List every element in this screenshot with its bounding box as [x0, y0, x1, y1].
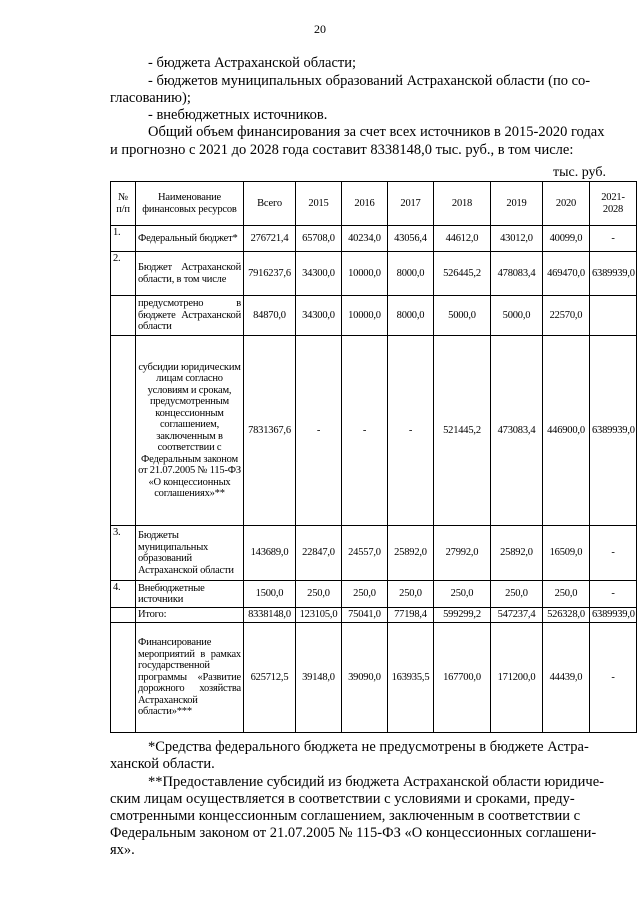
row-name: Бюджет Астраханской области, в том числе	[136, 252, 244, 296]
footnote-line: *Средства федерального бюджета не предусмотрены в бюджете Астра-	[148, 739, 589, 755]
footnote-line: смотренными концессионным соглашением, заключенным в соответствии с	[110, 808, 581, 824]
header-cell: 2016	[342, 182, 388, 226]
row-number: 2.	[111, 252, 136, 296]
header-cell: 2019	[491, 182, 543, 226]
value-cell: 44439,0	[543, 623, 590, 733]
footnote-line: **Предоставление субсидий из бюджета Астраханской области юридиче-	[148, 774, 604, 790]
value-cell: 39090,0	[342, 623, 388, 733]
value-cell: 8338148,0	[244, 608, 296, 623]
value-cell: 10000,0	[342, 252, 388, 296]
footnote-line: Федеральным законом от 21.07.2005 № 115-ФЗ «О концессионных соглашени-	[110, 825, 597, 841]
value-cell: 6389939,0	[590, 608, 637, 623]
header-cell: 2015	[296, 182, 342, 226]
value-cell: 65708,0	[296, 226, 342, 252]
value-cell: 40099,0	[543, 226, 590, 252]
value-cell: 27992,0	[434, 526, 491, 581]
header-cell: 2021-2028	[590, 182, 637, 226]
value-cell: 6389939,0	[590, 252, 637, 296]
value-cell: 171200,0	[491, 623, 543, 733]
row-name: Федеральный бюджет*	[136, 226, 244, 252]
value-cell: 5000,0	[434, 296, 491, 336]
value-cell: 521445,2	[434, 336, 491, 526]
table-row	[111, 526, 637, 581]
value-cell: 5000,0	[491, 296, 543, 336]
value-cell: 44612,0	[434, 226, 491, 252]
value-cell: -	[590, 581, 637, 608]
footnote-line: ским лицам осуществляется в соответствии с условиями и сроками, преду-	[110, 791, 575, 807]
units-label: тыс. руб.	[553, 165, 606, 180]
row-number	[111, 296, 136, 336]
value-cell: -	[342, 336, 388, 526]
row-name: Финансирование мероприятий в рамках государственной программы «Развитие дорожного хозяйства Астраханской области»***	[136, 623, 244, 733]
value-cell: 526445,2	[434, 252, 491, 296]
value-cell: 7831367,6	[244, 336, 296, 526]
value-cell: 8000,0	[388, 252, 434, 296]
value-cell: 276721,4	[244, 226, 296, 252]
value-cell: 599299,2	[434, 608, 491, 623]
value-cell: 469470,0	[543, 252, 590, 296]
value-cell: 250,0	[543, 581, 590, 608]
value-cell: 473083,4	[491, 336, 543, 526]
header-cell: Всего	[244, 182, 296, 226]
header-cell: 2020	[543, 182, 590, 226]
row-name: предусмотрено в бюджете Астраханской области	[136, 296, 244, 336]
value-cell: 167700,0	[434, 623, 491, 733]
value-cell: 40234,0	[342, 226, 388, 252]
row-number	[111, 623, 136, 733]
value-cell: 250,0	[388, 581, 434, 608]
value-cell: -	[590, 526, 637, 581]
table-row	[111, 226, 637, 252]
table-row	[111, 252, 637, 296]
value-cell: 84870,0	[244, 296, 296, 336]
header-cell: № п/п	[111, 182, 136, 226]
value-cell: 250,0	[434, 581, 491, 608]
row-number	[111, 336, 136, 526]
table-header-row	[111, 182, 637, 226]
value-cell: 34300,0	[296, 252, 342, 296]
table-row	[111, 623, 637, 733]
header-cell: 2017	[388, 182, 434, 226]
row-name: Бюджеты муниципальных образований Астраханской области	[136, 526, 244, 581]
header-cell: Наименование финансовых ресурсов	[136, 182, 244, 226]
value-cell: 1500,0	[244, 581, 296, 608]
value-cell: -	[590, 623, 637, 733]
table-row	[111, 296, 637, 336]
value-cell: 10000,0	[342, 296, 388, 336]
intro-line: гласованию);	[110, 90, 191, 106]
value-cell	[590, 296, 637, 336]
value-cell: 625712,5	[244, 623, 296, 733]
row-name: субсидии юридическим лицам согласно условиям и срокам, предусмотренным концессионным соглашением, заключенным в соответствии с Федеральным законом от 21.07.2005 № 115-ФЗ «О концессионных соглашениях»**	[136, 336, 244, 526]
footnote-line: ях».	[110, 842, 135, 858]
value-cell: 250,0	[342, 581, 388, 608]
value-cell: 25892,0	[491, 526, 543, 581]
value-cell: 250,0	[296, 581, 342, 608]
header-cell: 2018	[434, 182, 491, 226]
row-number: 4.	[111, 581, 136, 608]
value-cell: 34300,0	[296, 296, 342, 336]
value-cell: 6389939,0	[590, 336, 637, 526]
footnote-2	[110, 774, 612, 859]
value-cell: 25892,0	[388, 526, 434, 581]
value-cell: 39148,0	[296, 623, 342, 733]
value-cell: 22847,0	[296, 526, 342, 581]
financing-table	[110, 181, 637, 733]
footnote-line: ханской области.	[110, 756, 215, 772]
value-cell: 123105,0	[296, 608, 342, 623]
value-cell: 77198,4	[388, 608, 434, 623]
row-number: 3.	[111, 526, 136, 581]
value-cell: 547237,4	[491, 608, 543, 623]
value-cell: 526328,0	[543, 608, 590, 623]
value-cell: 24557,0	[342, 526, 388, 581]
table-row	[111, 581, 637, 608]
value-cell: 8000,0	[388, 296, 434, 336]
intro-line: - бюджета Астраханской области;	[148, 55, 357, 71]
value-cell: 446900,0	[543, 336, 590, 526]
footnote-1	[110, 739, 612, 773]
intro-line: - внебюджетных источников.	[148, 107, 328, 123]
value-cell: 7916237,6	[244, 252, 296, 296]
value-cell: -	[388, 336, 434, 526]
value-cell: 250,0	[491, 581, 543, 608]
table-total-row	[111, 608, 637, 623]
value-cell: 75041,0	[342, 608, 388, 623]
row-number	[111, 608, 136, 623]
row-name: Внебюджетные источники	[136, 581, 244, 608]
value-cell: 478083,4	[491, 252, 543, 296]
value-cell: 43056,4	[388, 226, 434, 252]
value-cell: 163935,5	[388, 623, 434, 733]
intro-line: - бюджетов муниципальных образований Астраханской области (по со-	[148, 73, 591, 89]
value-cell: 16509,0	[543, 526, 590, 581]
value-cell: 43012,0	[491, 226, 543, 252]
intro-line: Общий объем финансирования за счет всех источников в 2015-2020 годах	[148, 124, 605, 140]
value-cell: -	[590, 226, 637, 252]
value-cell: 22570,0	[543, 296, 590, 336]
page-number: 20	[314, 22, 326, 36]
value-cell: -	[296, 336, 342, 526]
table-row	[111, 336, 637, 526]
row-number: 1.	[111, 226, 136, 252]
value-cell: 143689,0	[244, 526, 296, 581]
row-name: Итого:	[136, 608, 244, 623]
intro-line: и прогнозно с 2021 до 2028 года составит 8338148,0 тыс. руб., в том числе:	[110, 142, 574, 158]
